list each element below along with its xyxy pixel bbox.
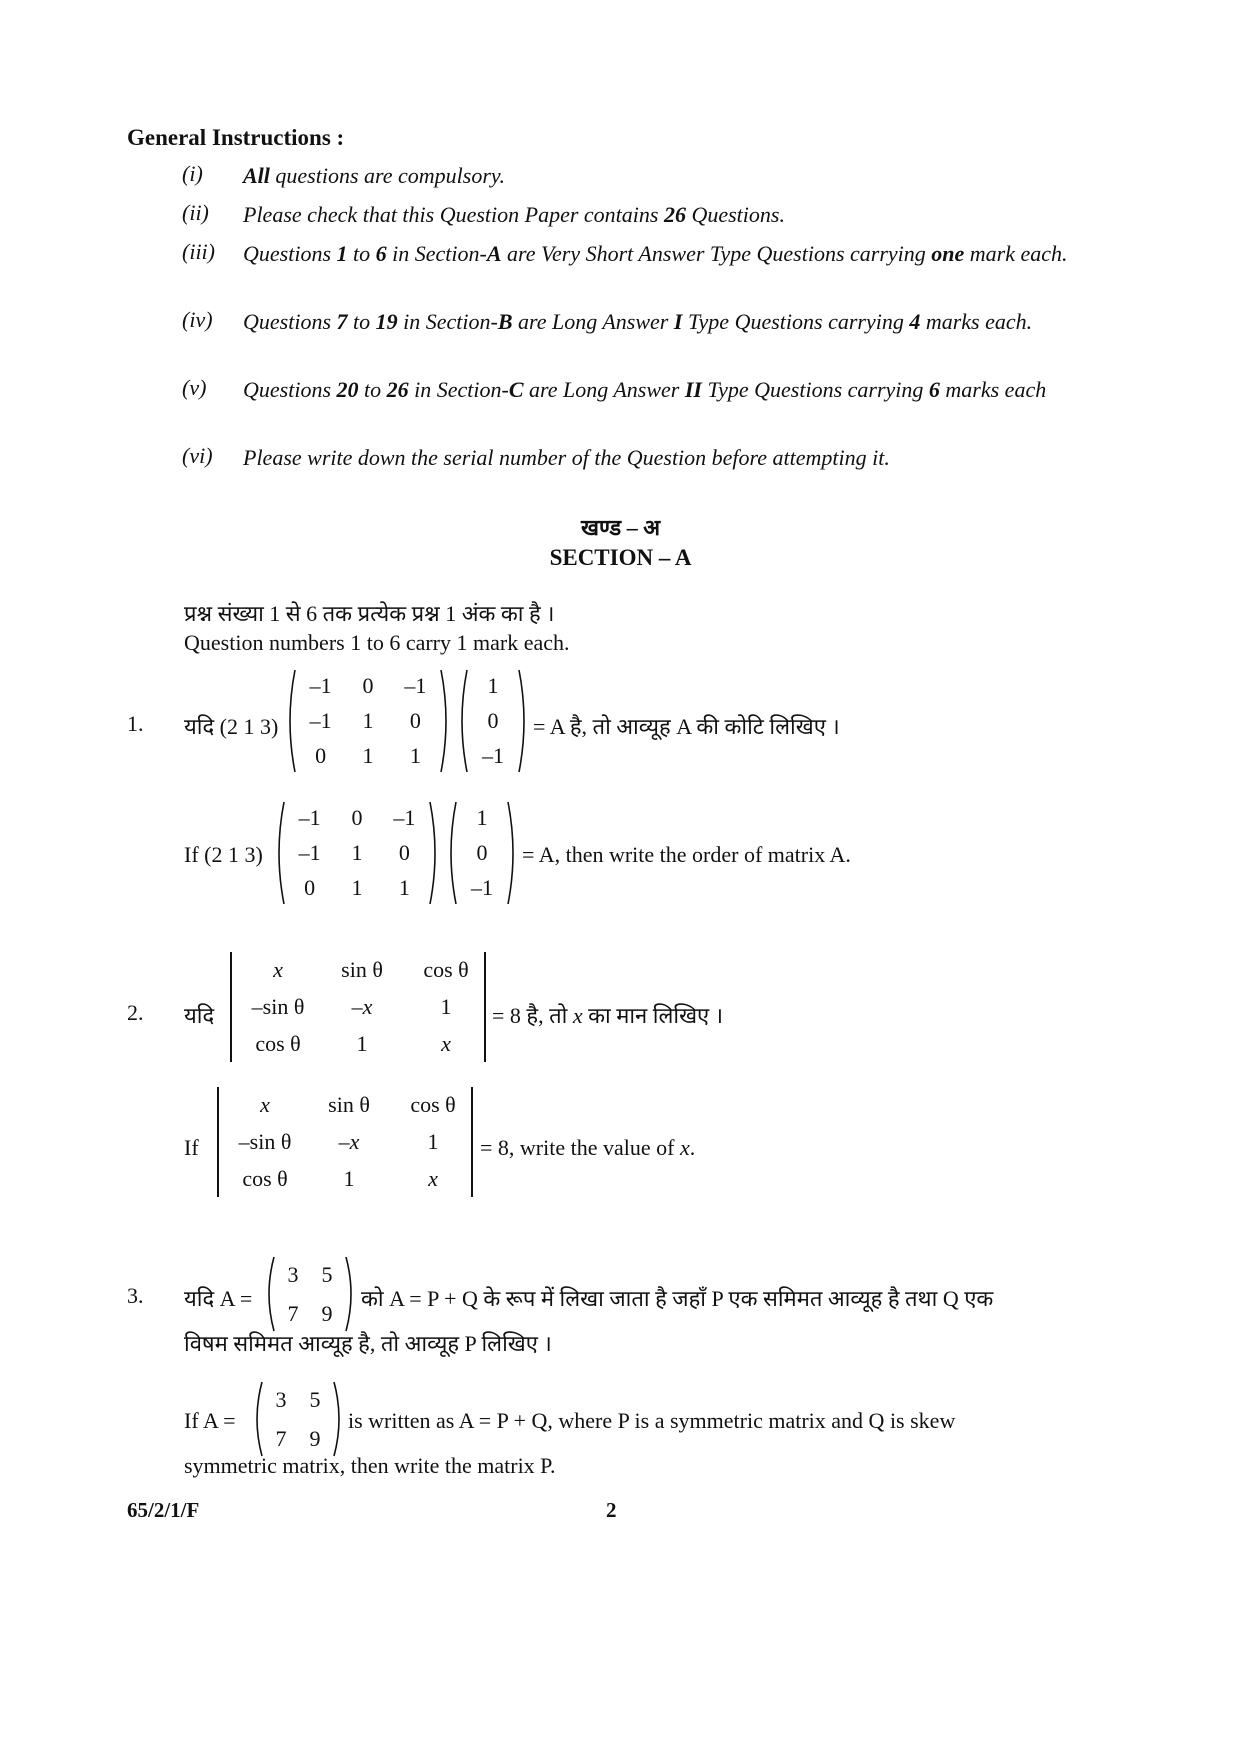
matrix-cell: 7 xyxy=(287,1300,299,1326)
q1-english-matrix-b xyxy=(444,800,520,906)
matrix-cell: –x xyxy=(351,994,373,1019)
q2-english-prefix: If xyxy=(184,1135,199,1160)
right-paren xyxy=(330,1380,346,1458)
q1-hindi-prefix: यदि (2 1 3) xyxy=(184,714,279,739)
question-number: 1. xyxy=(127,711,144,736)
page-number: 2 xyxy=(606,1498,617,1522)
matrix-cell: 7 xyxy=(275,1425,287,1451)
q1-english-suffix: = A, then write the order of matrix A. xyxy=(522,842,851,867)
matrix-cell: x xyxy=(428,1165,438,1191)
matrix-cell: –1 xyxy=(471,875,493,901)
matrix-cell: x xyxy=(273,957,283,983)
instruction-text: Please check that this Question Paper contains 26 Questions. xyxy=(243,202,785,227)
q1-hindi-matrix-b xyxy=(455,668,531,774)
matrix-cell: 0 xyxy=(315,743,327,769)
q2-hindi-suffix: = 8 है, तो x का मान लिखिए । xyxy=(492,1003,724,1028)
matrix-cell: cos θ xyxy=(242,1165,288,1191)
section-english-note: Question numbers 1 to 6 carry 1 mark each. xyxy=(184,630,570,655)
matrix-cell: 9 xyxy=(309,1425,321,1451)
section-title: SECTION – A xyxy=(549,545,692,570)
matrix-cell: 1 xyxy=(476,804,488,830)
q2-english-determinant xyxy=(215,1087,475,1197)
right-paren xyxy=(342,1255,358,1333)
matrix-cell: 0 xyxy=(304,875,316,901)
q3-hindi-line2: विषम समिमत आव्यूह है, तो आव्यूह P लिखिए । xyxy=(184,1331,552,1356)
matrix-cell: –1 xyxy=(393,804,416,830)
instruction-number: (iii) xyxy=(182,239,215,264)
determinant-bar-left xyxy=(230,952,232,1062)
matrix-cell: 5 xyxy=(321,1261,333,1287)
matrix-cell: –1 xyxy=(309,672,332,698)
matrix-cell: 0 xyxy=(362,672,374,698)
instruction-number: (vi) xyxy=(182,443,213,468)
matrix-cell: 3 xyxy=(275,1386,287,1412)
matrix-cell: 1 xyxy=(362,708,374,733)
matrix-cell: cos θ xyxy=(255,1030,301,1056)
instruction-text: Questions 1 to 6 in Section-A are Very Short Answer Type Questions carrying one mark each. xyxy=(243,241,1068,266)
question-number: 3. xyxy=(127,1283,144,1308)
matrix-cell: 1 xyxy=(362,743,374,769)
right-paren xyxy=(515,668,531,774)
matrix-cell: 0 xyxy=(476,840,488,865)
q1-english-matrix-a xyxy=(272,800,442,906)
matrix-cell: 1 xyxy=(440,994,452,1019)
matrix-cell: sin θ xyxy=(328,1092,370,1118)
matrix-cell: 1 xyxy=(343,1165,355,1191)
instruction-text: Questions 20 to 26 in Section-C are Long Answer II Type Questions carrying 6 marks each xyxy=(243,377,1047,402)
matrix-cell: 0 xyxy=(351,804,363,830)
instruction-text: All questions are compulsory. xyxy=(243,163,505,188)
paper-code: 65/2/1/F xyxy=(127,1498,200,1522)
right-paren xyxy=(504,800,520,906)
matrix-cell: –1 xyxy=(404,672,427,698)
matrix-cell: –x xyxy=(338,1129,360,1154)
q2-english-suffix: = 8, write the value of x. xyxy=(480,1135,696,1160)
instruction-number: (i) xyxy=(182,161,203,186)
matrix-cell: –sin θ xyxy=(251,994,305,1019)
matrix-cell: –1 xyxy=(298,804,321,830)
matrix-cell: 5 xyxy=(309,1386,321,1412)
matrix-cell: 1 xyxy=(487,672,499,698)
matrix-cell: 3 xyxy=(287,1261,299,1287)
matrix-cell: 0 xyxy=(409,708,421,733)
q2-hindi-determinant xyxy=(228,952,488,1062)
matrix-cell: 1 xyxy=(398,875,410,901)
right-paren xyxy=(426,800,442,906)
matrix-cell: 9 xyxy=(321,1300,333,1326)
determinant-bar-left xyxy=(217,1087,219,1197)
matrix-cell: cos θ xyxy=(410,1092,456,1118)
instruction-number: (ii) xyxy=(182,200,209,225)
instruction-text: Questions 7 to 19 in Section-B are Long Answer I Type Questions carrying 4 marks each. xyxy=(243,309,1033,334)
matrix-cell: –sin θ xyxy=(238,1129,292,1154)
matrix-cell: x xyxy=(260,1092,270,1118)
general-instructions-title: General Instructions : xyxy=(127,125,345,150)
q1-english-prefix: If (2 1 3) xyxy=(184,842,263,867)
section-hindi-note: प्रश्न संख्या 1 से 6 तक प्रत्येक प्रश्न 1 अंक का है । xyxy=(184,601,555,626)
matrix-cell: cos θ xyxy=(423,957,469,983)
q3-english-matrix xyxy=(250,1380,346,1458)
q3-english-line2: symmetric matrix, then write the matrix P. xyxy=(184,1453,556,1478)
q3-hindi-suffix: को A = P + Q के रूप में लिखा जाता है जहाँ P एक समिमत आव्यूह है तथा Q एक xyxy=(361,1286,994,1311)
matrix-cell: sin θ xyxy=(341,957,383,983)
matrix-cell: –1 xyxy=(298,840,321,865)
matrix-cell: x xyxy=(441,1030,451,1056)
matrix-cell: –1 xyxy=(309,708,332,733)
matrix-cell: 1 xyxy=(427,1129,439,1154)
q3-english-prefix: If A = xyxy=(184,1408,236,1433)
q1-hindi-matrix-a xyxy=(283,668,453,774)
section-hindi-title: खण्ड – अ xyxy=(580,515,661,540)
matrix-cell: 1 xyxy=(351,840,363,865)
q2-hindi-prefix: यदि xyxy=(184,1003,215,1028)
matrix-cell: 1 xyxy=(356,1030,368,1056)
instruction-number: (iv) xyxy=(182,307,213,332)
q3-english-suffix: is written as A = P + Q, where P is a symmetric matrix and Q is skew xyxy=(348,1408,956,1433)
instruction-number: (v) xyxy=(182,375,207,400)
instruction-text: Please write down the serial number of the Question before attempting it. xyxy=(243,445,890,470)
matrix-cell: 1 xyxy=(409,743,421,769)
right-paren xyxy=(437,668,453,774)
q3-hindi-prefix: यदि A = xyxy=(184,1286,253,1311)
q1-hindi-suffix: = A है, तो आव्यूह A की कोटि लिखिए । xyxy=(533,714,840,739)
matrix-cell: 0 xyxy=(487,708,499,733)
matrix-cell: –1 xyxy=(482,743,504,769)
q3-hindi-matrix xyxy=(262,1255,358,1333)
matrix-cell: 1 xyxy=(351,875,363,901)
question-number: 2. xyxy=(127,1000,144,1025)
matrix-cell: 0 xyxy=(398,840,410,865)
